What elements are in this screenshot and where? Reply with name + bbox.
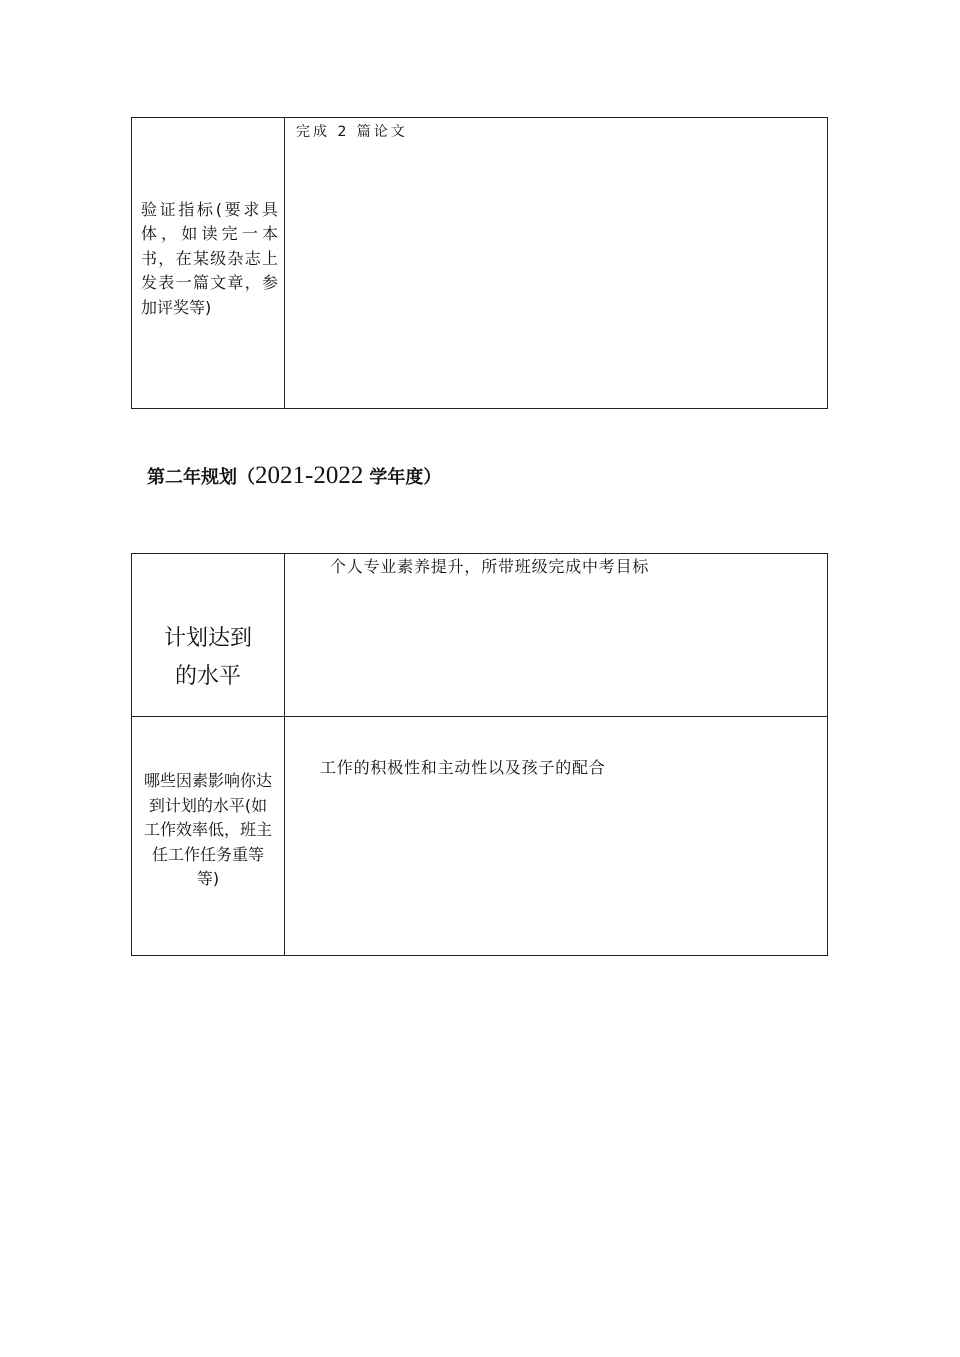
target-level-label-line: 计划达到	[163, 626, 252, 651]
influencing-factors-label-line: 等)	[196, 869, 220, 888]
section-heading-suffix: 学年度）	[369, 467, 442, 488]
verification-label-cell	[132, 118, 285, 408]
verification-label	[141, 198, 278, 320]
influencing-factors-label-line: 到计划的水平(如	[148, 795, 268, 815]
section-heading-years: 2021-2022	[255, 462, 364, 489]
verification-label-line: 体，如读完一本	[141, 224, 278, 244]
influencing-factors-label-cell	[132, 717, 285, 955]
verification-label-line: 验证指标(要求具	[141, 200, 278, 219]
target-level-label-cell	[132, 554, 285, 716]
target-level-label-line: 的水平	[174, 664, 241, 689]
verification-label-line: 发表一篇文章，参	[141, 273, 278, 293]
target-level-label	[132, 620, 284, 696]
influencing-factors-content-cell	[285, 717, 827, 955]
verification-content: 完成 2 篇论文	[296, 124, 408, 140]
verification-content-cell	[285, 118, 827, 408]
influencing-factors-label-line: 任工作任务重等	[151, 844, 264, 864]
influencing-factors-row	[132, 717, 827, 955]
target-level-content-cell	[285, 554, 827, 716]
target-level-content: 个人专业素养提升，所带班级完成中考目标	[330, 557, 650, 576]
verification-label-line: 书，在某级杂志上	[141, 248, 278, 268]
verification-table	[131, 117, 828, 409]
influencing-factors-label-line: 哪些因素影响你达	[143, 771, 272, 790]
influencing-factors-label-line: 工作效率低，班主	[143, 820, 272, 839]
verification-label-line: 加评奖等)	[141, 297, 212, 317]
verification-row	[132, 118, 827, 408]
section-heading	[147, 462, 441, 496]
influencing-factors-content: 工作的积极性和主动性以及孩子的配合	[320, 758, 606, 777]
influencing-factors-label	[140, 769, 276, 892]
target-level-row	[132, 554, 827, 717]
plan-table	[131, 553, 828, 956]
section-heading-prefix: 第二年规划（	[147, 467, 255, 488]
